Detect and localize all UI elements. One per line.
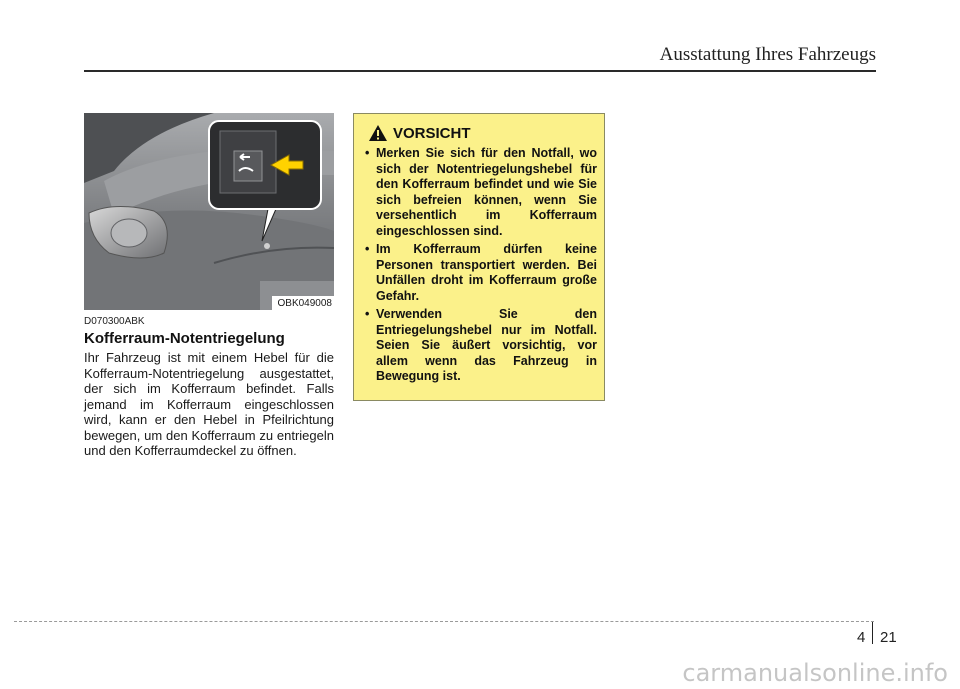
document-code: D070300ABK (84, 316, 145, 327)
caution-header (368, 124, 471, 142)
chapter-number: 4 (857, 629, 866, 646)
watermark: carmanualsonline.info (682, 659, 948, 687)
caution-item: • Im Kofferraum dürfen keine Personen transportiert werden. Bei Unfällen droht im Kofferraum große Gefahr. (365, 242, 597, 304)
caution-item: • Verwenden Sie den Entriegelungshebel nur im Notfall. Seien Sie äußert vorsichtig, vor allem wenn das Fahrzeug in Bewegung ist. (365, 307, 597, 385)
header-rule (84, 70, 876, 72)
car-rear-illustration (84, 113, 334, 310)
caution-title: VORSICHT (393, 124, 471, 142)
page-number: 21 (880, 629, 897, 646)
caution-list (365, 146, 597, 388)
section-body: Ihr Fahrzeug ist mit einem Hebel für die Kofferraum-Notentriegelung ausgestattet, der sich im Kofferraum befindet. Falls jemand im Kofferraum eingeschlossen wird, kann er den Hebel in Pfeilrichtung bewegen, um den Kofferraum zu entriegeln und den Kofferraumdeckel zu öffnen. (84, 350, 334, 458)
trunk-release-photo (84, 113, 334, 310)
figure-label: OBK049008 (272, 296, 335, 310)
section-title: Kofferraum-Notentriegelung (84, 330, 285, 347)
warning-triangle-icon (368, 124, 388, 142)
caution-box (353, 113, 605, 401)
footer-rule (14, 621, 874, 622)
header-title: Ausstattung Ihres Fahrzeugs (659, 44, 876, 65)
page-number-divider (872, 622, 873, 644)
caution-item: • Merken Sie sich für den Notfall, wo sich der Notentriegelungshebel für den Kofferraum befindet und wie Sie sich befreien können, wenn Sie versehentlich im Kofferraum eingeschlossen sind. (365, 146, 597, 239)
